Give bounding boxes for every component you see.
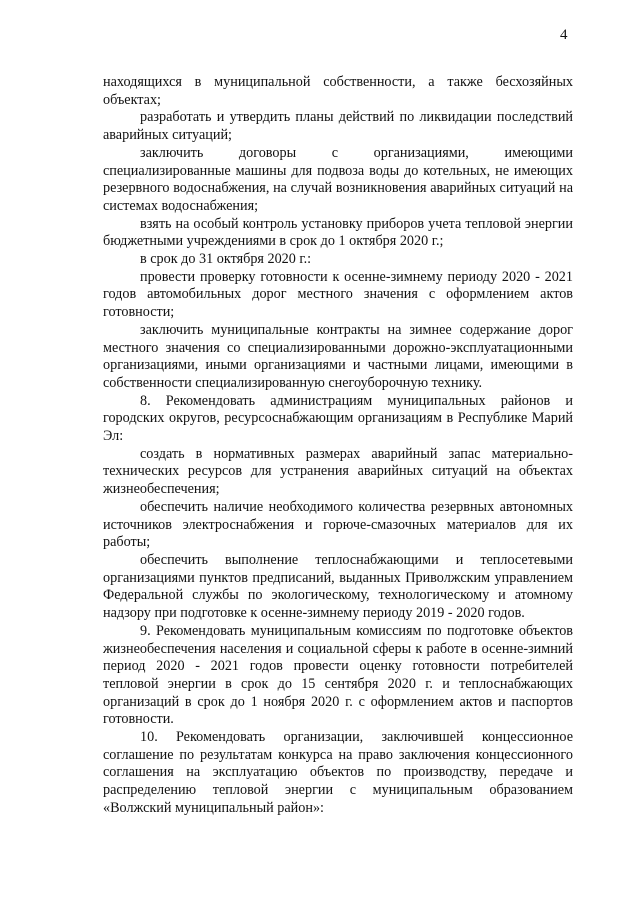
paragraph-inspection-orders: обеспечить выполнение теплоснабжающими и теплосетевыми организациями пунктов предписаний, выданных Приволжским управлением Федеральной службы по экологическому, технологическому и атомному надзору при подготовке к осенне-зимнему периоду 2019 - 2020 годов. <box>103 551 573 622</box>
paragraph-backup-power: обеспечить наличие необходимого количества резервных автономных источников электроснабжения и горюче-смазочных материалов для их работы; <box>103 498 573 551</box>
paragraph-heat-meters: взять на особый контроль установку приборов учета тепловой энергии бюджетными учреждениями в срок до 1 октября 2020 г.; <box>103 215 573 250</box>
paragraph-deadline-october: в срок до 31 октября 2020 г.: <box>140 251 312 268</box>
paragraph-ownership-continuation: находящихся в муниципальной собственности, а также бесхозяйных объектах; <box>103 74 573 108</box>
paragraph-item-8: 8. Рекомендовать администрациям муниципальных районов и городских округов, ресурсоснабжающим организациям в Республике Марий Эл: <box>103 392 573 445</box>
paragraph-emergency-plans: разработать и утвердить планы действий по ликвидации последствий аварийных ситуаций; <box>103 109 573 144</box>
paragraph-item-9: 9. Рекомендовать муниципальным комиссиям по подготовке объектов жизнеобеспечения населения и социальной сферы к работе в осенне-зимний период 2020 - 2021 годов провести оценку готовности потребителей тепловой энергии в срок до 15 сентября 2020 г. и теплоснабжающих организаций в срок до 1 ноября 2020 г. с оформлением актов и паспортов готовности. <box>103 622 573 728</box>
paragraph-road-readiness: провести проверку готовности к осенне-зимнему периоду 2020 - 2021 годов автомобильных дорог местного значения с оформлением актов готовности; <box>103 268 573 321</box>
document-body <box>103 74 573 818</box>
page-number: 4 <box>560 27 568 43</box>
paragraph-emergency-reserve: создать в нормативных размерах аварийный запас материально-технических ресурсов для устранения аварийных ситуаций на объектах жизнеобеспечения; <box>103 445 573 498</box>
paragraph-item-10: 10. Рекомендовать организации, заключившей концессионное соглашение по результатам конкурса на право заключения концессионного соглашения на эксплуатацию объектов по производству, передаче и распределению тепловой энергии с муниципальным образованием «Волжский муниципальный район»: <box>103 729 573 816</box>
paragraph-winter-road-contracts: заключить муниципальные контракты на зимнее содержание дорог местного значения со специализированными дорожно-эксплуатационными организациями, иными организациями и частными лицами, имеющими в собственности специализированную снегоуборочную технику. <box>103 321 573 391</box>
paragraph-water-delivery-contracts: заключить договоры с организациями, имеющими специализированные машины для подвоза воды до котельных, не имеющих резервного водоснабжения, на случай возникновения аварийных ситуаций на системах водоснабжения; <box>103 144 573 214</box>
